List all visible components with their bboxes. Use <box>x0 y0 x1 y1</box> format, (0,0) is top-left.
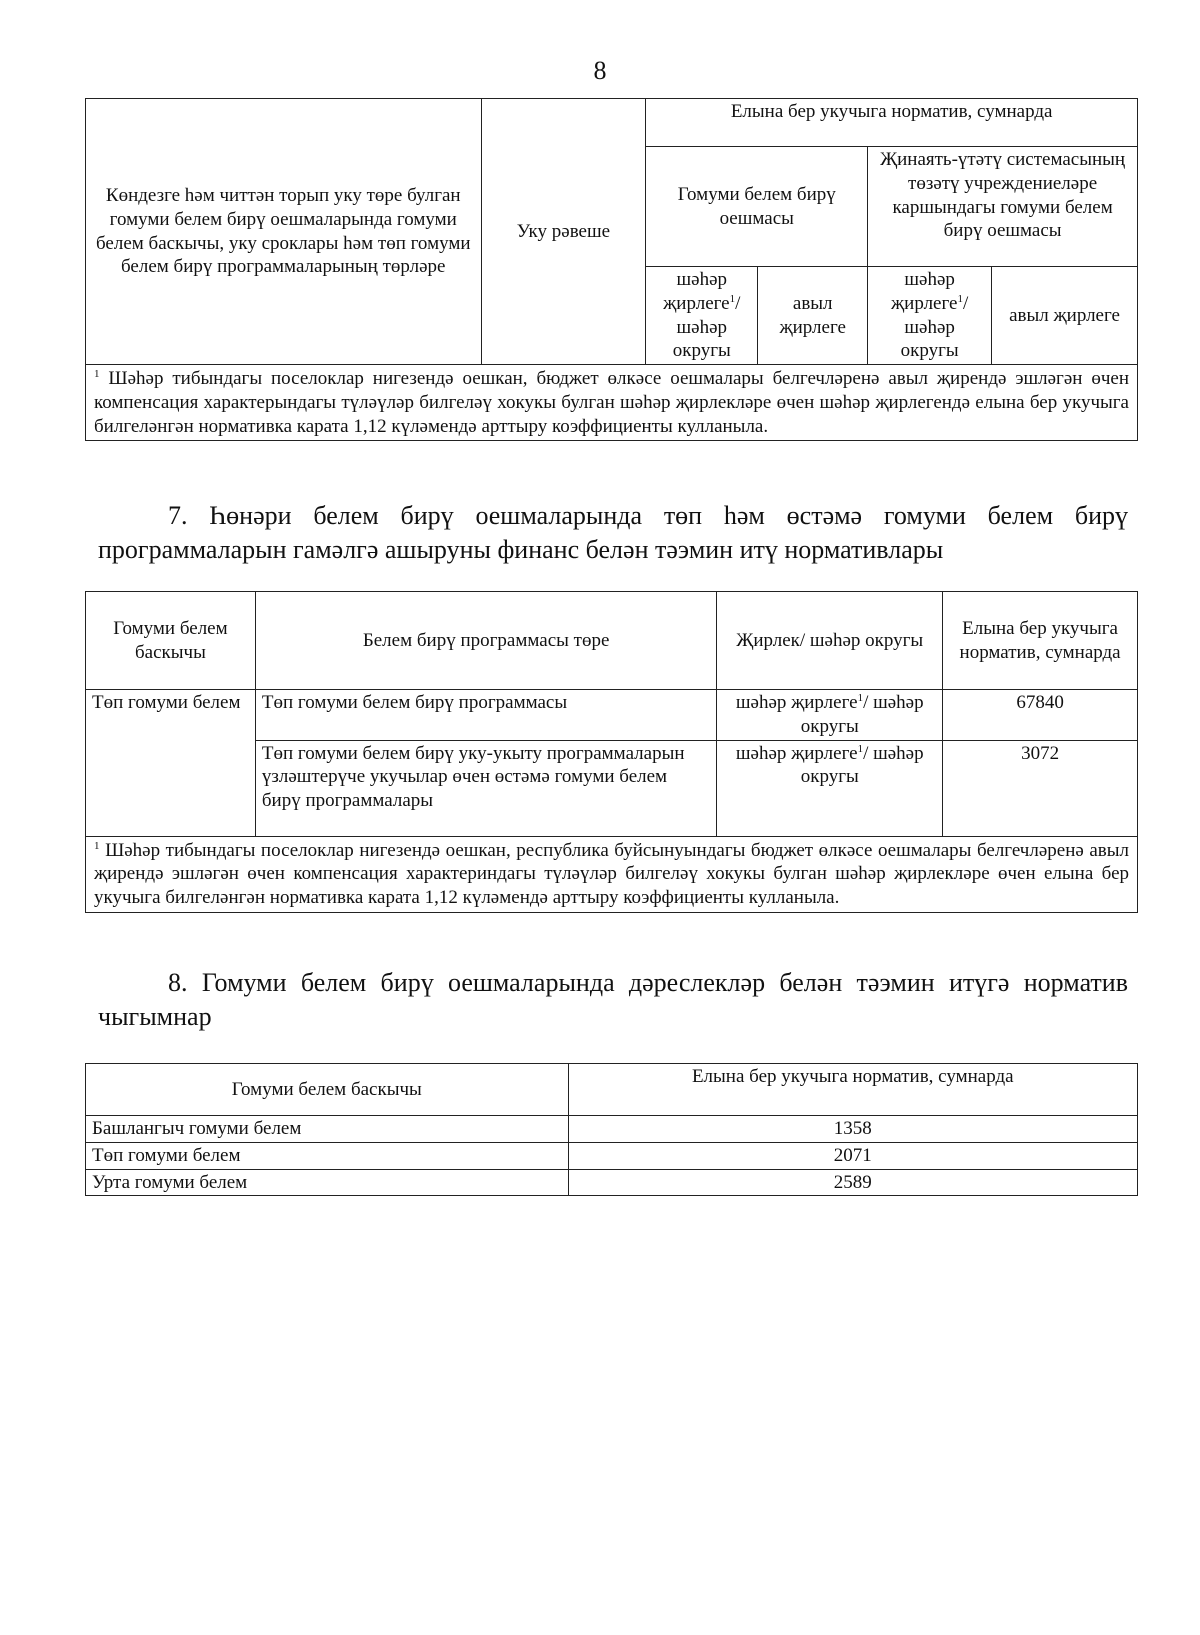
penal-org-header: Җинаять-үтәтү системасының төзәтү учреждениеләре каршындагы гомуми белем бирү оешмасы <box>868 147 1138 267</box>
table-3-textbook-norms <box>85 1063 1138 1196</box>
program-type-header: Белем бирү программасы төре <box>255 592 717 690</box>
table-2-footnote: $^1$ Шәһәр тибындагы поселоклар нигезендә оешкан, республика буйсынуындагы бюджет өлкәсе оешмалары белгечләренә авыл җирендә эшләгән өчен компенсация характериндагы түләүләр билгеләү хокукы булган шәһәр җирлекләре өчен елына бер укучыга билгеләнгән нормативка карата 1,12 күләмендә арттыру коэффициенты кулланыла. <box>86 836 1138 912</box>
education-level-cell: Төп гомуми белем <box>86 690 256 837</box>
penal-rural-settlement-header: авыл җирлеге <box>992 267 1138 365</box>
table-1-footnote: $^1$ Шәһәр тибындагы поселоклар нигезендә оешкан, бюджет өлкәсе оешмалары белгечләренә авыл җирендә эшләгән өчен компенсация характерындагы түләүләр билгеләү хокукы булган шәһәр җирлекләре өчен шәһәр җирлегендә елына бер укучыга билгеләнгән нормативка карата 1,12 күләмендә арттыру коэффициенты кулланыла. <box>86 365 1138 441</box>
norm-value-cell: 2071 <box>568 1142 1137 1169</box>
education-level-cell: Төп гомуми белем <box>86 1142 569 1169</box>
settlement-header: Җирлек/ шәһәр округы <box>717 592 943 690</box>
penal-urban-settlement-header: шәһәр җирлеге$^1$/ шәһәр округы <box>868 267 992 365</box>
norm-header: Елына бер укучыга норматив, сумнарда <box>943 592 1138 690</box>
education-level-cell: Урта гомуми белем <box>86 1169 569 1196</box>
table-1-general-education-norms <box>85 98 1138 441</box>
settlement-cell: шәһәр җирлеге$^1$/ шәһәр округы <box>717 740 943 836</box>
norm-header: Елына бер укучыга норматив, сумнарда <box>568 1064 1137 1116</box>
program-cell: Төп гомуми белем бирү уку-укыту программаларын үзләштерүче укучылар өчен өстәмә гомуми белем бирү программалары <box>255 740 717 836</box>
norm-group-header: Елына бер укучыга норматив, сумнарда <box>646 99 1138 147</box>
rural-settlement-header: авыл җирлеге <box>758 267 868 365</box>
page-number: 8 <box>593 56 607 85</box>
education-level-cell: Башлангыч гомуми белем <box>86 1116 569 1143</box>
norm-value-cell: 2589 <box>568 1169 1137 1196</box>
table-2-vocational-norms <box>85 591 1138 913</box>
norm-value-cell: 3072 <box>943 740 1138 836</box>
norm-value-cell: 1358 <box>568 1116 1137 1143</box>
settlement-cell: шәһәр җирлеге$^1$/ шәһәр округы <box>717 690 943 741</box>
section-7-heading: 7. Һөнәри белем бирү оешмаларында төп һәм өстәмә гомуми белем бирү программаларын гамәлгә ашыруны финанс белән тәэмин итү нормативлары <box>98 501 1128 564</box>
study-form-header: Уку рәвеше <box>481 99 646 365</box>
education-level-header: Гомуми белем баскычы <box>86 592 256 690</box>
education-level-header: Гомуми белем баскычы <box>86 1064 569 1116</box>
section-8-heading: 8. Гомуми белем бирү оешмаларында дәреслекләр белән тәэмин итүгә норматив чыгымнар <box>98 968 1128 1031</box>
general-org-header: Гомуми белем бирү оешмасы <box>646 147 868 267</box>
urban-settlement-header: шәһәр җирлеге$^1$/ шәһәр округы <box>646 267 758 365</box>
program-cell: Төп гомуми белем бирү программасы <box>255 690 717 741</box>
education-level-header: Көндезге һәм читтән торып уку төре булган гомуми белем бирү оешмаларында гомуми белем баскычы, уку сроклары һәм төп гомуми белем бирү программаларының төрләре <box>86 99 482 365</box>
norm-value-cell: 67840 <box>943 690 1138 741</box>
